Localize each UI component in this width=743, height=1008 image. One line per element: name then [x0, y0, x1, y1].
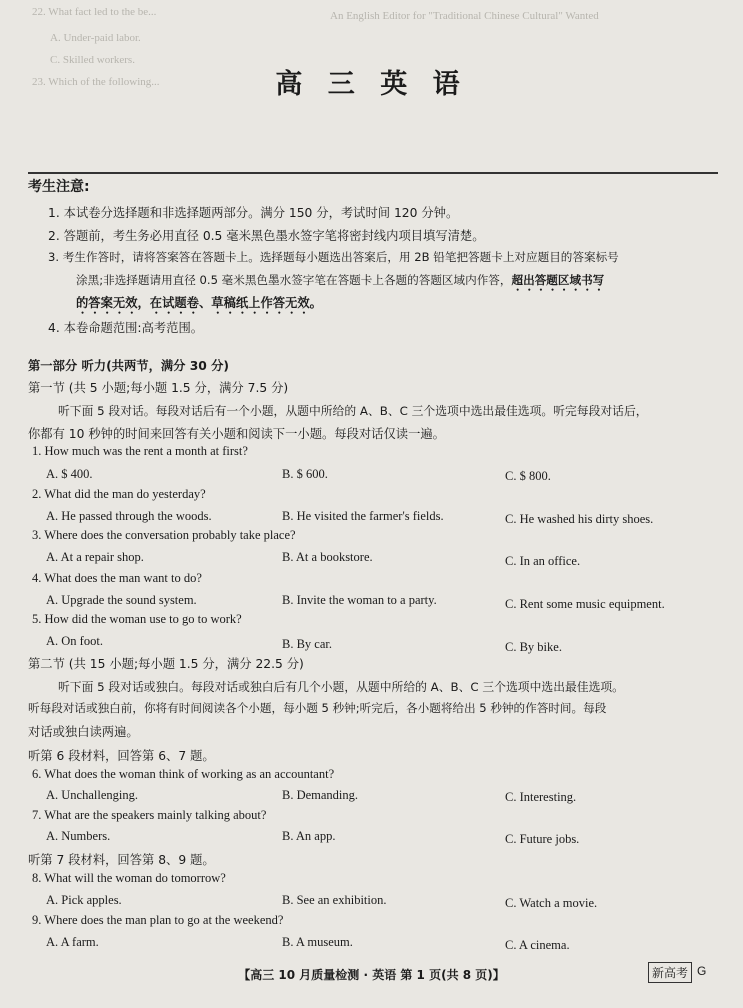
edition-badge: 新高考	[648, 962, 692, 983]
section2-intro-b: 听每段对话或独白前，你将有时间阅读各个小题，每小题 5 秒钟;听完后，各小题将给出 5 秒钟的作答时间。每段	[28, 701, 607, 715]
section1-heading: 第一节 (共 5 小题;每小题 1.5 分，满分 7.5 分)	[28, 381, 289, 395]
notice-heading: 考生注意:	[28, 179, 90, 195]
question-7-option-b: B. An app.	[282, 829, 336, 843]
notice-item-3-text: 涂黑;非选择题请用直径 0.5 毫米黑色墨水签字笔在答题卡上各题的答题区域内作答，	[76, 273, 512, 287]
question-2-option-c: C. He washed his dirty shoes.	[505, 512, 654, 526]
notice-item-3: 3. 考生作答时，请将答案答在答题卡上。选择题每小题选出答案后，用 2B 铅笔把答题卡上对应题目的答案标号	[48, 250, 619, 264]
question-8-option-c: C. Watch a movie.	[505, 896, 598, 910]
question-6-option-b: B. Demanding.	[282, 788, 359, 802]
question-7-option-a: A. Numbers.	[46, 829, 111, 843]
bleed-text-2: An English Editor for "Traditional Chinese Cultural" Wanted	[330, 10, 599, 22]
question-9-stem: 9. Where does the man plan to go at the weekend?	[32, 913, 284, 927]
notice-item-4: 4. 本卷命题范围:高考范围。	[48, 321, 204, 335]
notice-item-2: 2. 答题前，考生务必用直径 0.5 毫米黑色墨水签字笔将密封线内项目填写清楚。	[48, 229, 485, 243]
notice-item-1: 1. 本试卷分选择题和非选择题两部分。满分 150 分，考试时间 120 分钟。	[48, 206, 459, 220]
question-5-option-c: C. By bike.	[505, 640, 562, 654]
material-6-instruction: 听第 6 段材料，回答第 6、7 题。	[28, 749, 215, 763]
question-9-option-b: B. A museum.	[282, 935, 353, 949]
question-5-option-b: B. By car.	[282, 637, 332, 651]
bleed-text-5: 23. Which of the following...	[32, 76, 160, 88]
notice-warning-2: 的答案无效，在试题卷、草稿纸上作答无效。	[76, 296, 322, 310]
header-divider	[28, 172, 718, 174]
question-8-option-a: A. Pick apples.	[46, 893, 122, 907]
question-8-stem: 8. What will the woman do tomorrow?	[32, 871, 226, 885]
question-5-stem: 5. How did the woman use to go to work?	[32, 612, 242, 626]
notice-item-3-cont	[76, 272, 604, 294]
question-4-option-a: A. Upgrade the sound system.	[46, 593, 197, 607]
question-2-option-b: B. He visited the farmer's fields.	[282, 509, 444, 523]
page-footer: 【高三 10 月质量检测 · 英语 第 1 页(共 8 页)】	[238, 968, 505, 982]
notice-warning-1: 超出答题区域书写	[511, 273, 605, 287]
question-6-stem: 6. What does the woman think of working as an accountant?	[32, 767, 335, 781]
question-3-option-a: A. At a repair shop.	[46, 550, 144, 564]
question-2-stem: 2. What did the man do yesterday?	[32, 487, 206, 501]
question-6-option-a: A. Unchallenging.	[46, 788, 138, 802]
material-7-instruction: 听第 7 段材料，回答第 8、9 题。	[28, 853, 215, 867]
question-7-stem: 7. What are the speakers mainly talking about?	[32, 808, 267, 822]
question-3-stem: 3. Where does the conversation probably take place?	[32, 528, 296, 542]
question-5-option-a: A. On foot.	[46, 634, 103, 648]
question-1-option-c: C. $ 800.	[505, 469, 551, 483]
question-1-stem: 1. How much was the rent a month at first?	[32, 444, 248, 458]
question-3-option-c: C. In an office.	[505, 554, 581, 568]
bleed-text-1: 22. What fact led to the be...	[32, 6, 157, 18]
page-title: 高 三 英 语	[275, 69, 468, 100]
question-8-option-b: B. See an exhibition.	[282, 893, 387, 907]
section2-intro-c: 对话或独白读两遍。	[28, 725, 139, 739]
bleed-text-3: A. Under-paid labor.	[50, 32, 141, 44]
question-7-option-c: C. Future jobs.	[505, 832, 580, 846]
edition-letter: G	[697, 964, 707, 978]
question-4-option-b: B. Invite the woman to a party.	[282, 593, 437, 607]
question-1-option-a: A. $ 400.	[46, 467, 93, 481]
question-4-stem: 4. What does the man want to do?	[32, 571, 202, 585]
question-9-option-a: A. A farm.	[46, 935, 99, 949]
question-1-option-b: B. $ 600.	[282, 467, 328, 481]
question-6-option-c: C. Interesting.	[505, 790, 577, 804]
question-4-option-c: C. Rent some music equipment.	[505, 597, 665, 611]
question-3-option-b: B. At a bookstore.	[282, 550, 373, 564]
bleed-text-4: C. Skilled workers.	[50, 54, 135, 66]
question-2-option-a: A. He passed through the woods.	[46, 509, 212, 523]
section1-intro-b: 你都有 10 秒钟的时间来回答有关小题和阅读下一小题。每段对话仅读一遍。	[28, 427, 445, 441]
section2-intro-a: 听下面 5 段对话或独白。每段对话或独白后有几个小题，从题中所给的 A、B、C 三个选项中选出最佳选项。	[58, 680, 624, 694]
section1-intro-a: 听下面 5 段对话。每段对话后有一个小题，从题中所给的 A、B、C 三个选项中选出最佳选项。听完每段对话后，	[58, 404, 648, 418]
section2-heading: 第二节 (共 15 小题;每小题 1.5 分，满分 22.5 分)	[28, 657, 304, 671]
part1-heading: 第一部分 听力(共两节，满分 30 分)	[28, 359, 230, 373]
question-9-option-c: C. A cinema.	[505, 938, 570, 952]
